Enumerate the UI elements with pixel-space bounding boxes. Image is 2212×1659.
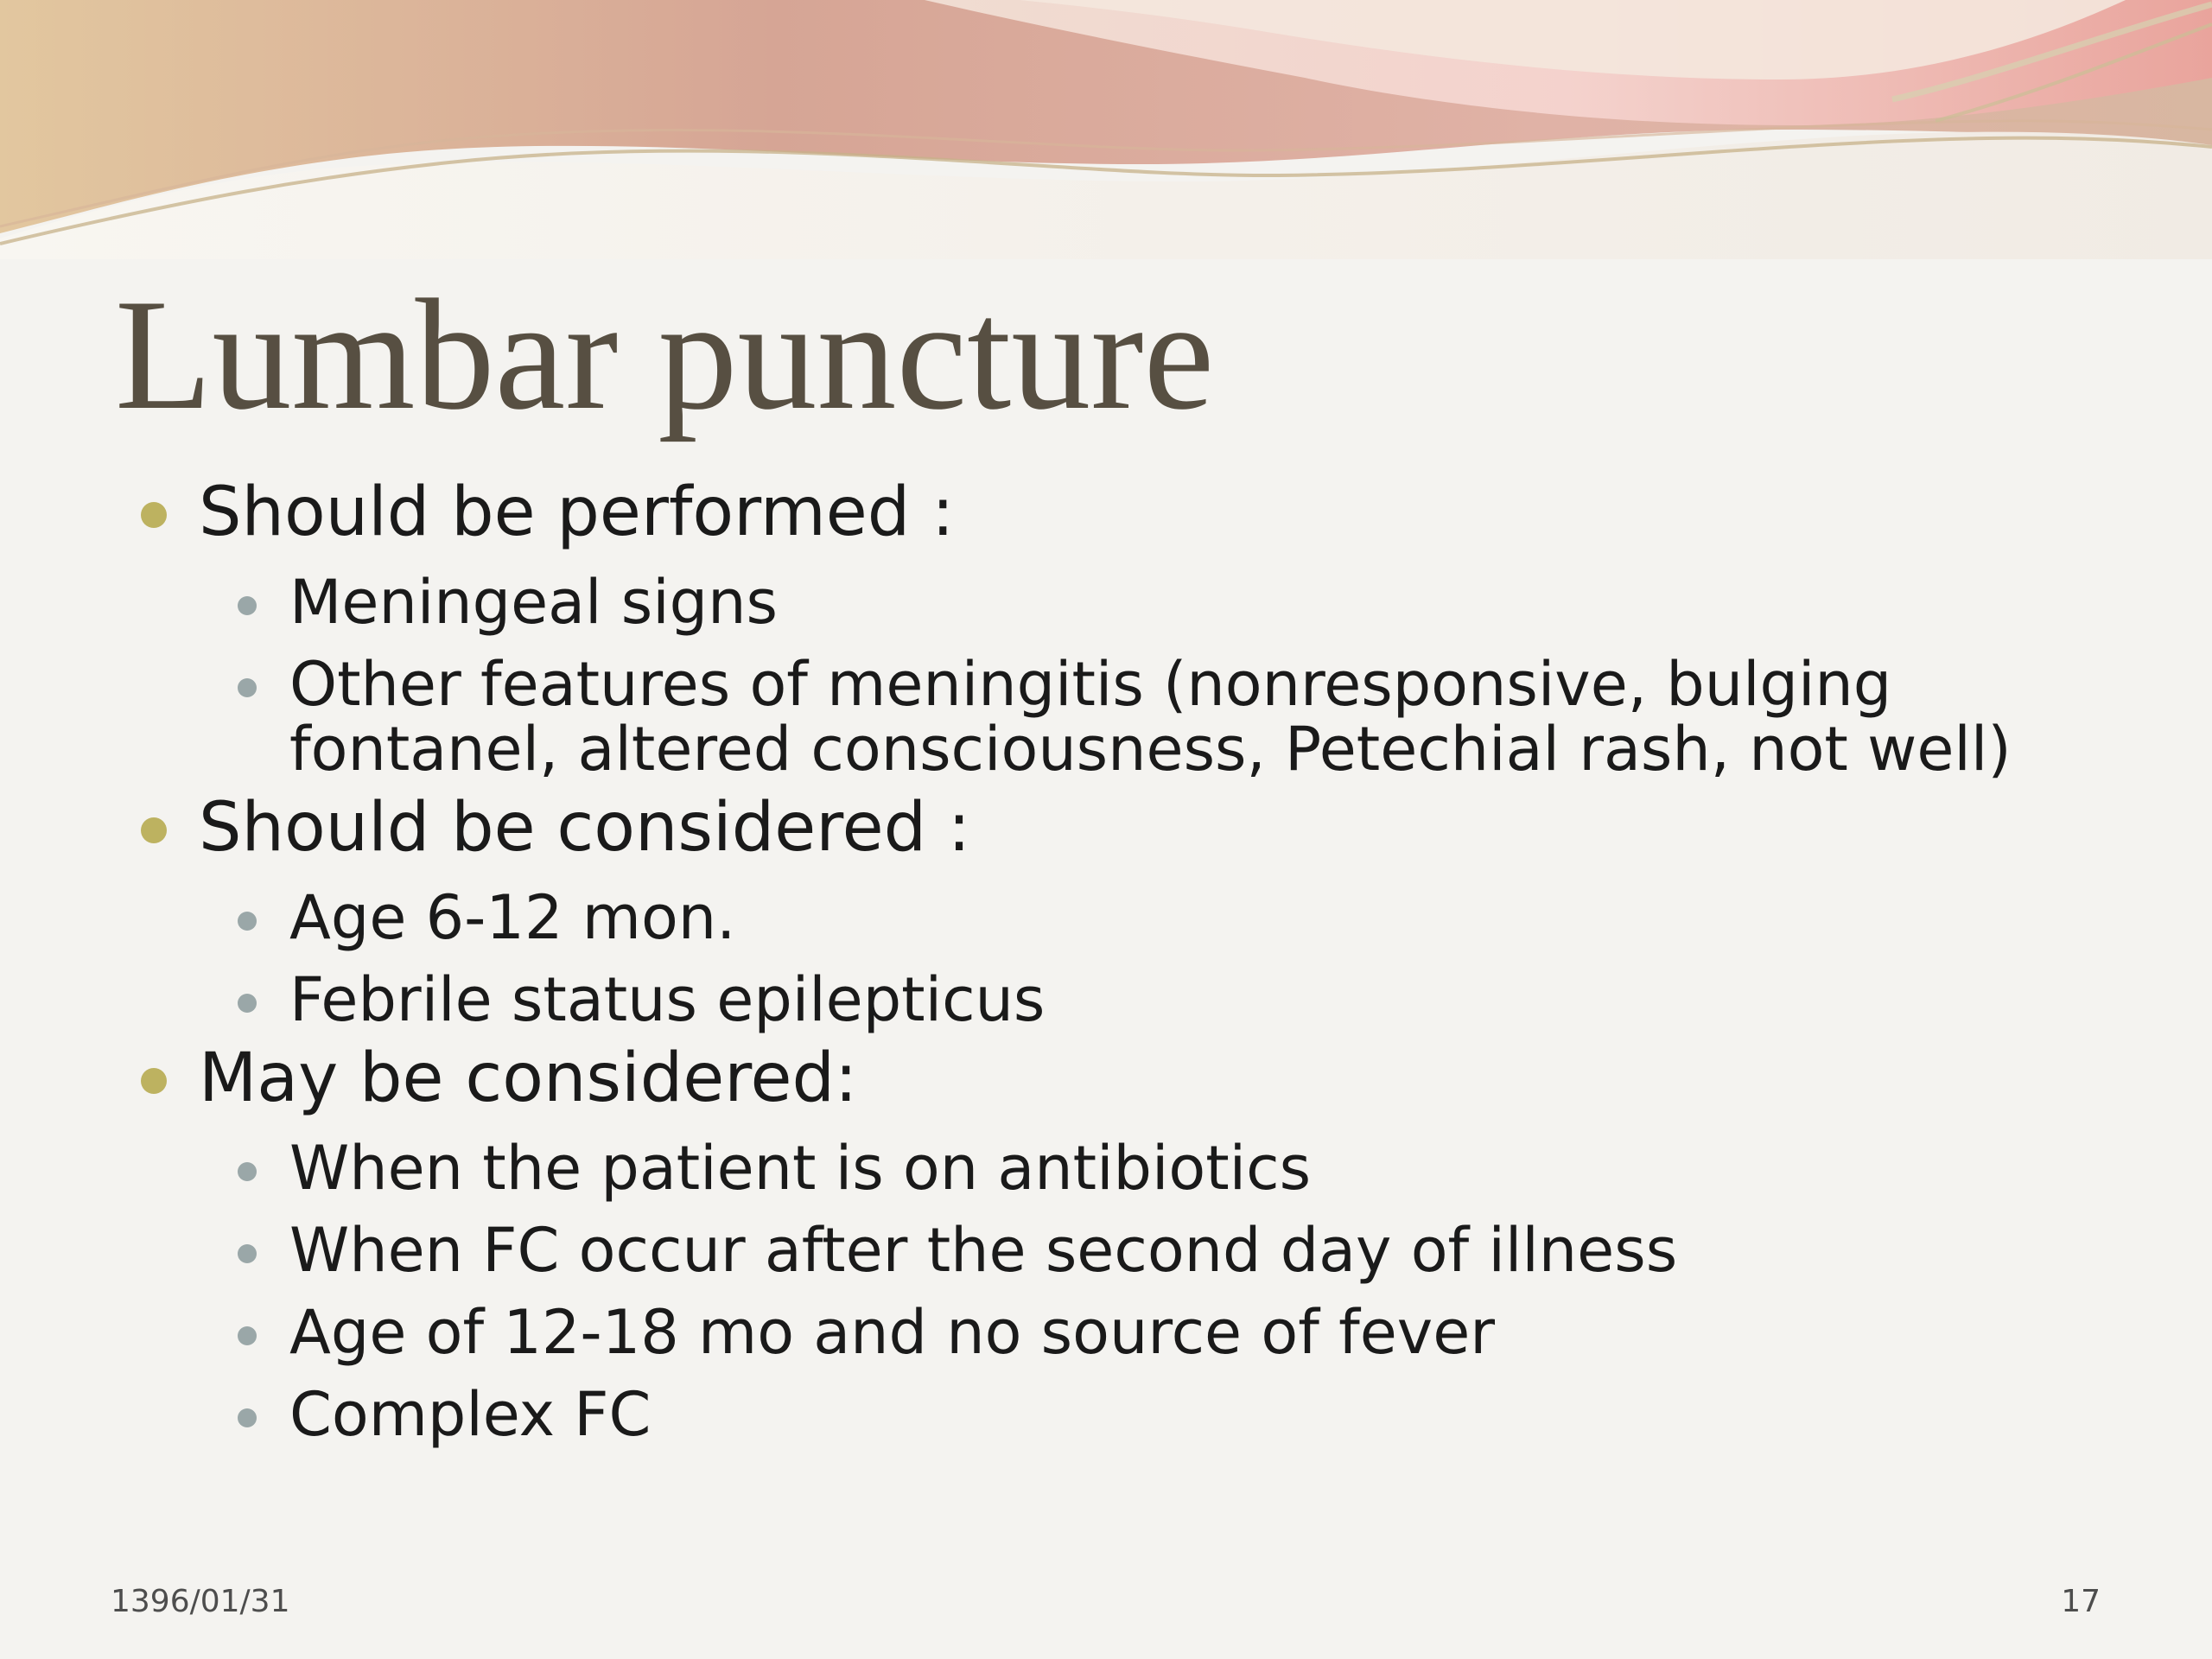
list-item: [134, 649, 2018, 785]
section-considered-heading: [134, 787, 2018, 868]
section-heading-text: Should be considered :: [199, 789, 971, 867]
section-may-be-considered-heading: [134, 1038, 2018, 1119]
list-item-text: Complex FC: [289, 1379, 652, 1450]
list-item-text: Febrile status epilepticus: [289, 964, 1046, 1035]
list-item: [134, 1215, 2018, 1286]
list-item: [134, 1379, 2018, 1450]
bullet-list: [134, 467, 2018, 1450]
bullet-dot-icon: [141, 1068, 167, 1094]
bullet-dot-icon: [238, 1408, 257, 1427]
section-heading-text: May be considered:: [199, 1039, 858, 1117]
slide-number: 17: [2061, 1584, 2101, 1619]
list-item-text: Age of 12-18 mo and no source of fever: [289, 1297, 1496, 1368]
bullet-dot-icon: [238, 994, 257, 1013]
list-item-text: Meningeal signs: [289, 567, 778, 638]
list-item-text: When the patient is on antibiotics: [289, 1133, 1312, 1204]
section-performed-heading: [134, 472, 2018, 553]
decorative-header-wave: [0, 0, 2212, 259]
bullet-dot-icon: [238, 1326, 257, 1345]
bullet-dot-icon: [238, 1162, 257, 1181]
bullet-dot-icon: [141, 817, 167, 843]
bullet-dot-icon: [238, 1244, 257, 1263]
bullet-dot-icon: [238, 678, 257, 697]
bullet-dot-icon: [238, 912, 257, 931]
footer-date: 1396/01/31: [111, 1584, 290, 1619]
list-item: [134, 567, 2018, 638]
list-item: [134, 964, 2018, 1035]
section-heading-text: Should be performed :: [199, 474, 955, 551]
bullet-dot-icon: [141, 502, 167, 528]
list-item-text: Age 6-12 mon.: [289, 882, 736, 953]
list-item: [134, 1133, 2018, 1204]
list-item-text: Other features of meningitis (nonresponsive, bulging fontanel, altered consciousness, Petechial rash, not well): [289, 649, 2012, 785]
list-item: [134, 882, 2018, 953]
bullet-dot-icon: [238, 596, 257, 615]
list-item: [134, 1297, 2018, 1368]
list-item-text: When FC occur after the second day of illness: [289, 1215, 1678, 1286]
slide-title: Lumbar puncture: [115, 266, 1215, 442]
